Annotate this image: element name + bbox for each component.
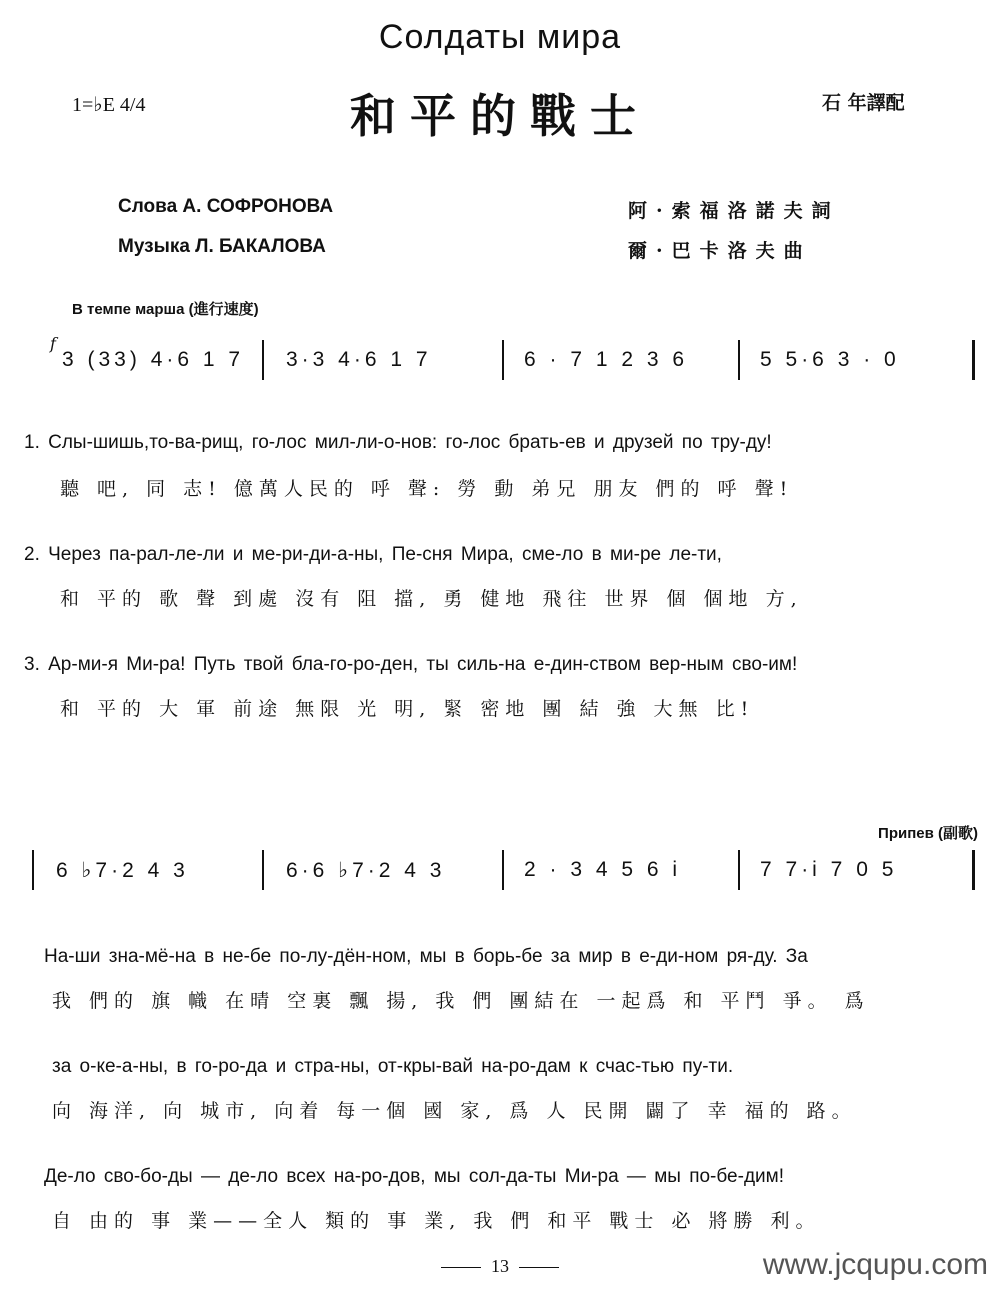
verse-3-zh: 和 平的 大 軍 前途 無限 光 明, 緊 密地 團 結 強 大無 比!: [60, 698, 755, 720]
barline: [262, 850, 264, 890]
lyricist-zh: 阿·索福洛諾夫詞: [628, 200, 840, 222]
lyricist-ru: Слова А. СОФРОНОВА: [118, 196, 334, 217]
notation-staff-1: [30, 334, 980, 386]
barline: [502, 340, 504, 380]
dynamic-marking: f: [50, 334, 56, 353]
watermark: www.jcqupu.com: [762, 1248, 988, 1281]
refrain-2-zh: 向 海洋, 向 城市, 向着 每一個 國 家, 爲 人 民開 闢了 幸 福的 路。: [52, 1100, 857, 1122]
refrain-1-zh: 我 們的 旗 幟 在晴 空裏 飄 揚, 我 們 團結在 一起爲 和 平鬥 爭。 爲: [52, 990, 870, 1012]
measure: 2 · 3 4 5 6 i: [524, 858, 682, 881]
refrain-2-ru: за о-ке-а-ны, в го-ро-да и стра-ны, от-кры-вай на-ро-дам к счас-тью пу-ти.: [52, 1056, 734, 1077]
measure: 3 (33) 4·6 1 7: [62, 348, 245, 371]
composer-ru: Музыка Л. БАКАЛОВА: [118, 236, 326, 257]
verse-3-ru: 3. Ар-ми-я Ми-ра! Путь твой бла-го-ро-ден, ты силь-на е-дин-ством вер-ным сво-им!: [24, 654, 798, 675]
key-signature: 1=♭E 4/4: [72, 94, 146, 116]
refrain-3-zh: 自 由的 事 業——全人 類的 事 業, 我 們 和平 戰士 必 將勝 利。: [52, 1210, 821, 1232]
title-russian: Солдаты мира: [378, 18, 622, 56]
title-chinese: 和平的戰士: [350, 89, 650, 143]
measure: 6 · 7 1 2 3 6: [524, 348, 689, 371]
page-number: 13: [0, 1256, 1000, 1277]
verse-2-zh: 和 平的 歌 聲 到處 沒有 阻 擋, 勇 健地 飛往 世界 個 個地 方,: [60, 588, 803, 610]
verse-1-zh: 聽 吧, 同 志! 億萬人民的 呼 聲: 勞 動 弟兄 朋友 們的 呼 聲!: [60, 478, 794, 500]
barline: [972, 850, 975, 890]
barline: [972, 340, 975, 380]
refrain-marking: Припев (副歌): [878, 825, 978, 842]
notation-staff-2: [30, 848, 980, 896]
composer-zh: 爾·巴卡洛夫曲: [628, 240, 812, 262]
barline: [738, 340, 740, 380]
barline: [262, 340, 264, 380]
barline: [32, 850, 34, 890]
verse-2-ru: 2. Через па-рал-ле-ли и ме-ри-ди-а-ны, Пе-сня Мира, сме-ло в ми-ре ле-ти,: [24, 544, 722, 565]
refrain-1-ru: На-ши зна-мё-на в не-бе по-лу-дён-ном, мы в борь-бе за мир в е-ди-ном ря-ду. За: [44, 946, 808, 967]
refrain-3-ru: Де-ло сво-бо-ды — де-ло всех на-ро-дов, мы сол-да-ты Ми-ра — мы по-бе-дим!: [44, 1166, 784, 1187]
translator-credit: 石 年譯配: [822, 92, 905, 114]
measure: 6·6 ♭7·2 4 3: [286, 859, 446, 882]
measure: 7 7·i 7 0 5: [760, 858, 898, 881]
verse-1-ru: 1. Слы-шишь,то-ва-рищ, го-лос мил-ли-о-нов: го-лос брать-ев и друзей по тру-ду!: [24, 432, 772, 453]
barline: [502, 850, 504, 890]
barline: [738, 850, 740, 890]
tempo-marking: В темпе марша (進行速度): [72, 301, 259, 318]
measure: 5 5·6 3 · 0: [760, 348, 900, 371]
measure: 3·3 4·6 1 7: [286, 348, 432, 371]
measure: 6 ♭7·2 4 3: [56, 859, 189, 882]
